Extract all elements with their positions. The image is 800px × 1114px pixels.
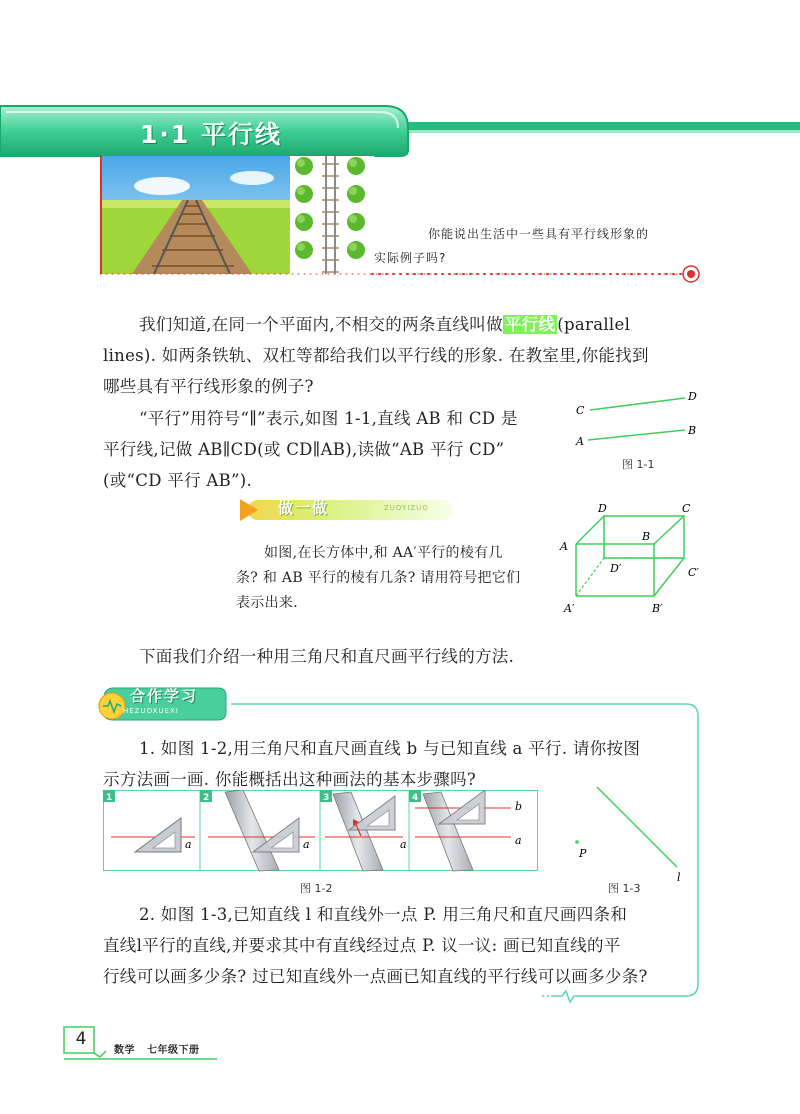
intro-question bbox=[374, 222, 650, 270]
label-c: C bbox=[576, 404, 585, 417]
coop-item2-line2: 直线l平行的直线,并要求其中有直线经过点 P. 议一议: 画已知直线的平 bbox=[103, 936, 621, 955]
figure-1-1 bbox=[570, 388, 710, 452]
step-4-number: 4 bbox=[412, 793, 419, 803]
step-2-number: 2 bbox=[203, 793, 210, 803]
definition-line2: lines). 如两条铁轨、双杠等都给我们以平行线的形象. 在教室里,你能找到 bbox=[103, 346, 649, 365]
cuboid-label-b: B bbox=[642, 530, 651, 543]
page-number: 4 bbox=[75, 1029, 87, 1049]
symbol-line1: “平行”用符号“∥”表示,如图 1-1,直线 AB 和 CD 是 bbox=[139, 409, 518, 428]
intro-question-line2: 实际例子吗? bbox=[374, 251, 447, 265]
label-d: D bbox=[688, 390, 697, 403]
method-intro: 下面我们介绍一种用三角尺和直尺画平行线的方法. bbox=[139, 647, 515, 666]
cuboid-figure bbox=[556, 500, 716, 618]
section-banner bbox=[0, 100, 800, 160]
coop-item2-line1: 2. 如图 1-3,已知直线 l 和直线外一点 P. 用三角尺和直尺画四条和 bbox=[139, 905, 628, 924]
symbol-line2: 平行线,记做 AB∥CD(或 CD∥AB),读做“AB 平行 CD” bbox=[103, 440, 505, 459]
symbol-paragraph bbox=[103, 403, 563, 496]
cuboid-label-c-prime: C′ bbox=[688, 566, 699, 579]
term-highlight: 平行线 bbox=[504, 315, 556, 334]
cuboid-label-c: C bbox=[682, 502, 691, 515]
label-l: l bbox=[677, 871, 681, 884]
step-4-label-a: a bbox=[515, 834, 522, 847]
cuboid-label-a-prime: A′ bbox=[564, 602, 575, 615]
label-p: P bbox=[579, 847, 587, 860]
doit-title: 做一做 bbox=[278, 499, 330, 517]
line-ab bbox=[588, 430, 685, 440]
figure-1-3-caption: 图 1-3 bbox=[608, 882, 641, 895]
figure-1-2-caption: 图 1-2 bbox=[300, 882, 333, 895]
coop-item1-line2: 示方法画一画. 你能概括出这种画法的基本步骤吗? bbox=[103, 770, 477, 789]
doit-pinyin: ZUOYIZUO bbox=[384, 504, 429, 512]
figure-1-2 bbox=[103, 790, 538, 872]
line-cd bbox=[590, 398, 685, 410]
symbol-line3: (或“CD 平行 AB”). bbox=[103, 471, 253, 490]
cuboid-label-d-prime: D′ bbox=[610, 562, 622, 575]
cuboid-label-a: A bbox=[560, 540, 568, 553]
step-3-label-a: a bbox=[400, 838, 407, 851]
section-title: 1·1 平行线 bbox=[140, 120, 282, 149]
label-a: A bbox=[576, 435, 584, 448]
figure-1-1-caption: 图 1-1 bbox=[622, 458, 655, 471]
cuboid-label-d: D bbox=[598, 502, 607, 515]
step-2-label-a: a bbox=[303, 838, 310, 851]
coop-item2 bbox=[103, 899, 703, 992]
step-1-label-a: a bbox=[185, 838, 192, 851]
line-l bbox=[597, 787, 677, 867]
footer-grade: 七年级下册 bbox=[147, 1045, 200, 1056]
footer-book bbox=[114, 1041, 200, 1056]
point-p bbox=[575, 840, 579, 844]
definition-text: 我们知道,在同一个平面内,不相交的两条直线叫做 bbox=[139, 315, 503, 334]
coop-pinyin: HEZUOXUEXI bbox=[123, 707, 179, 715]
definition-line3: 哪些具有平行线形象的例子? bbox=[103, 377, 314, 396]
doit-text bbox=[236, 541, 520, 616]
footer-subject: 数学 bbox=[114, 1045, 135, 1056]
coop-item2-line3: 行线可以画多少条? 过已知直线外一点画已知直线的平行线可以画多少条? bbox=[103, 967, 648, 986]
doit-line3: 表示出来. bbox=[236, 595, 298, 611]
intro-question-line1: 你能说出生活中一些具有平行线形象的 bbox=[428, 227, 650, 241]
doit-line2: 条? 和 AB 平行的棱有几条? 请用符号把它们 bbox=[236, 570, 521, 586]
term-english: (parallel bbox=[557, 315, 631, 334]
label-b: B bbox=[688, 424, 697, 437]
step-3-number: 3 bbox=[323, 793, 330, 803]
figure-1-3 bbox=[565, 785, 700, 885]
coop-item1-line1: 1. 如图 1-2,用三角尺和直尺画直线 b 与已知直线 a 平行. 请你按图 bbox=[139, 739, 641, 758]
cuboid-label-b-prime: B′ bbox=[652, 602, 663, 615]
doit-line1: 如图,在长方体中,和 AA′平行的棱有几 bbox=[264, 545, 503, 561]
coop-title: 合作学习 bbox=[130, 687, 199, 705]
step-4-label-b: b bbox=[515, 800, 523, 813]
step-1-number: 1 bbox=[106, 793, 113, 803]
illustration-border bbox=[98, 156, 106, 276]
railway-illustration bbox=[102, 156, 374, 274]
